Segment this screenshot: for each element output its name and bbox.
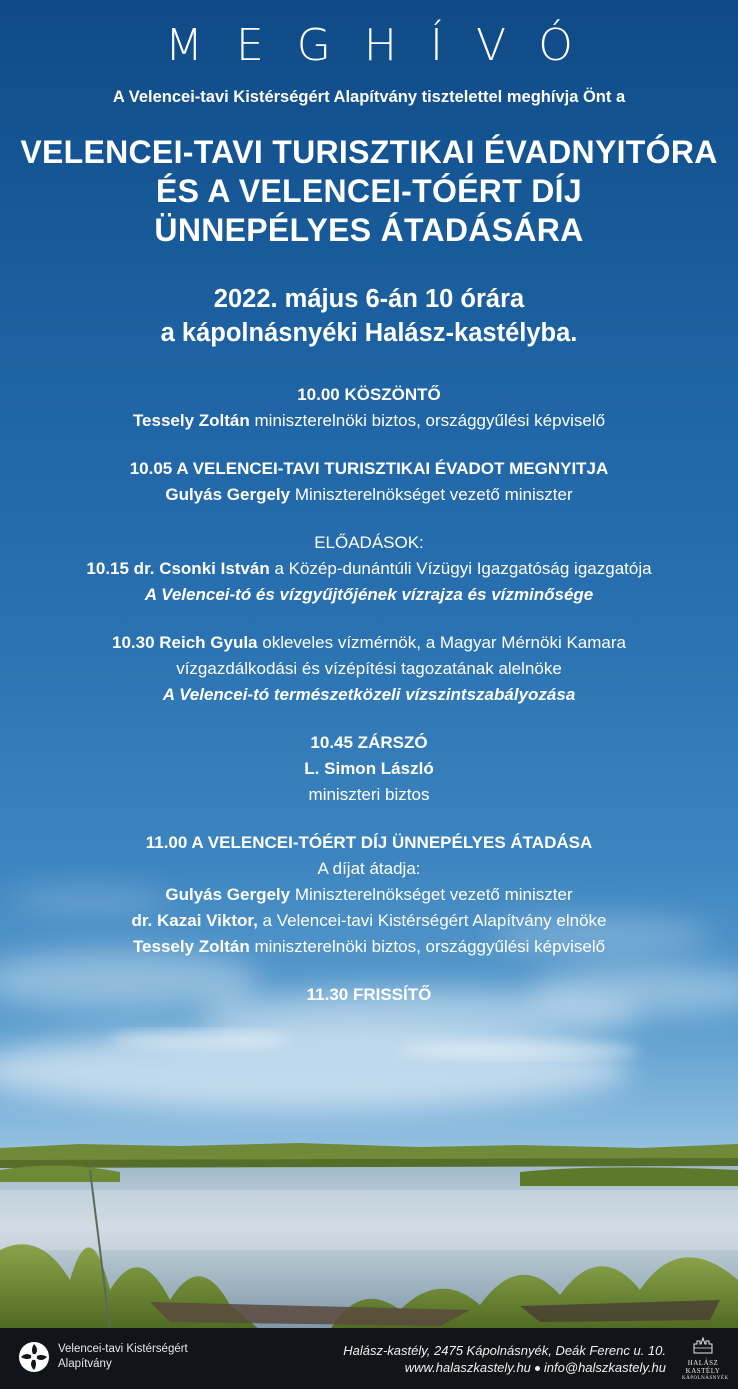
speaker-role: miniszterelnöki biztos, országgyűlési képviselő	[249, 937, 606, 956]
program-block	[0, 530, 738, 608]
program-subheading: A díjat átadja:	[317, 859, 421, 878]
headline-line: ÉS A VELENCEI-TÓÉRT DÍJ	[156, 173, 582, 209]
speaker-role: a Közép-dunántúli Vízügyi Igazgatóság igazgatója	[269, 559, 652, 578]
lake-landscape-image	[0, 1130, 738, 1330]
program-block	[0, 382, 738, 434]
address: Halász-kastély, 2475 Kápolnásnyék, Deák Ferenc u. 10.	[343, 1343, 666, 1358]
foundation-logo-icon	[18, 1341, 50, 1373]
speaker-role: miniszterelnöki biztos, országgyűlési képviselő	[249, 411, 606, 430]
foundation-name-line: Velencei-tavi Kistérségért	[58, 1343, 188, 1355]
program-heading: 11.00 A VELENCEI-TÓÉRT DÍJ ÜNNEPÉLYES ÁTADÁSA	[145, 833, 593, 852]
invitation-title: MEGHÍVÓ	[165, 20, 606, 71]
speaker-line	[0, 934, 738, 960]
program-block	[0, 630, 738, 708]
website-link[interactable]: www.halaszkastely.hu	[404, 1360, 531, 1375]
speaker-role: vízgazdálkodási és vízépítési tagozatának alelnöke	[176, 659, 562, 678]
speaker-line	[0, 408, 738, 434]
speaker-line	[0, 482, 738, 508]
program-block	[0, 982, 738, 1008]
program-heading: ELŐADÁSOK:	[314, 533, 424, 552]
program-block	[0, 830, 738, 960]
halasz-kastely-logo	[682, 1336, 729, 1383]
speaker-role: okleveles vízmérnök, a Magyar Mérnöki Kamara	[257, 633, 626, 652]
foundation-name-line: Alapítvány	[58, 1358, 112, 1370]
program-block	[0, 730, 738, 808]
web-contact-line	[343, 1359, 666, 1376]
speaker-line	[0, 630, 738, 656]
program-heading: 10.00 KÖSZÖNTŐ	[297, 385, 441, 404]
speaker-name: Tessely Zoltán	[132, 411, 250, 430]
speaker-name: 10.30 Reich Gyula	[111, 633, 258, 652]
speaker-name: Gulyás Gergely	[165, 885, 291, 904]
contact-info	[343, 1342, 666, 1376]
headline-line: ÜNNEPÉLYES ÁTADÁSÁRA	[154, 212, 584, 248]
speaker-role: a Velencei-tavi Kistérségért Alapítvány elnöke	[257, 911, 607, 930]
program-heading: 11.30 FRISSÍTŐ	[306, 985, 432, 1004]
event-headline	[0, 133, 738, 250]
crest-text: KÁPOLNÁSNYÉK	[682, 1376, 729, 1381]
castle-crest-icon	[692, 1336, 714, 1354]
email-link[interactable]: info@halszkastely.hu	[543, 1360, 666, 1375]
speaker-line	[0, 908, 738, 934]
headline-line: VELENCEI-TAVI TURISZTIKAI ÉVADNYITÓRA	[20, 134, 718, 170]
venue-line: a kápolnásnyéki Halász-kastélyba.	[160, 319, 578, 347]
program-list	[0, 382, 738, 1030]
speaker-name: L. Simon László	[304, 759, 434, 778]
program-heading: 10.45 ZÁRSZÓ	[310, 733, 428, 752]
speaker-line	[0, 556, 738, 582]
crest-text: KASTÉLY	[685, 1367, 721, 1375]
speaker-role: miniszteri biztos	[308, 785, 430, 804]
speaker-role: Miniszterelnökséget vezető miniszter	[290, 485, 573, 504]
intro-text: A Velencei-tavi Kistérségért Alapítvány tisztelettel meghívja Önt a	[112, 88, 626, 106]
speaker-name: Gulyás Gergely	[165, 485, 291, 504]
date-line: 2022. május 6-án 10 órára	[213, 285, 525, 313]
crest-text: HALÁSZ	[687, 1359, 719, 1367]
program-block	[0, 456, 738, 508]
talk-title: A Velencei-tó és vízgyűjtőjének vízrajza és vízminősége	[144, 585, 594, 604]
program-heading: 10.05 A VELENCEI-TAVI TURISZTIKAI ÉVADOT MEGNYITJA	[129, 459, 609, 478]
footer-bar	[0, 1328, 738, 1389]
speaker-role: Miniszterelnökséget vezető miniszter	[290, 885, 573, 904]
foundation-name	[58, 1342, 188, 1372]
speaker-name: 10.15 dr. Csonki István	[86, 559, 270, 578]
speaker-name: Tessely Zoltán	[132, 937, 250, 956]
speaker-line	[0, 882, 738, 908]
bullet-icon	[535, 1366, 540, 1371]
talk-title: A Velencei-tó természetközeli vízszintszabályozása	[162, 685, 576, 704]
event-date	[0, 282, 738, 350]
speaker-name: dr. Kazai Viktor,	[131, 911, 258, 930]
